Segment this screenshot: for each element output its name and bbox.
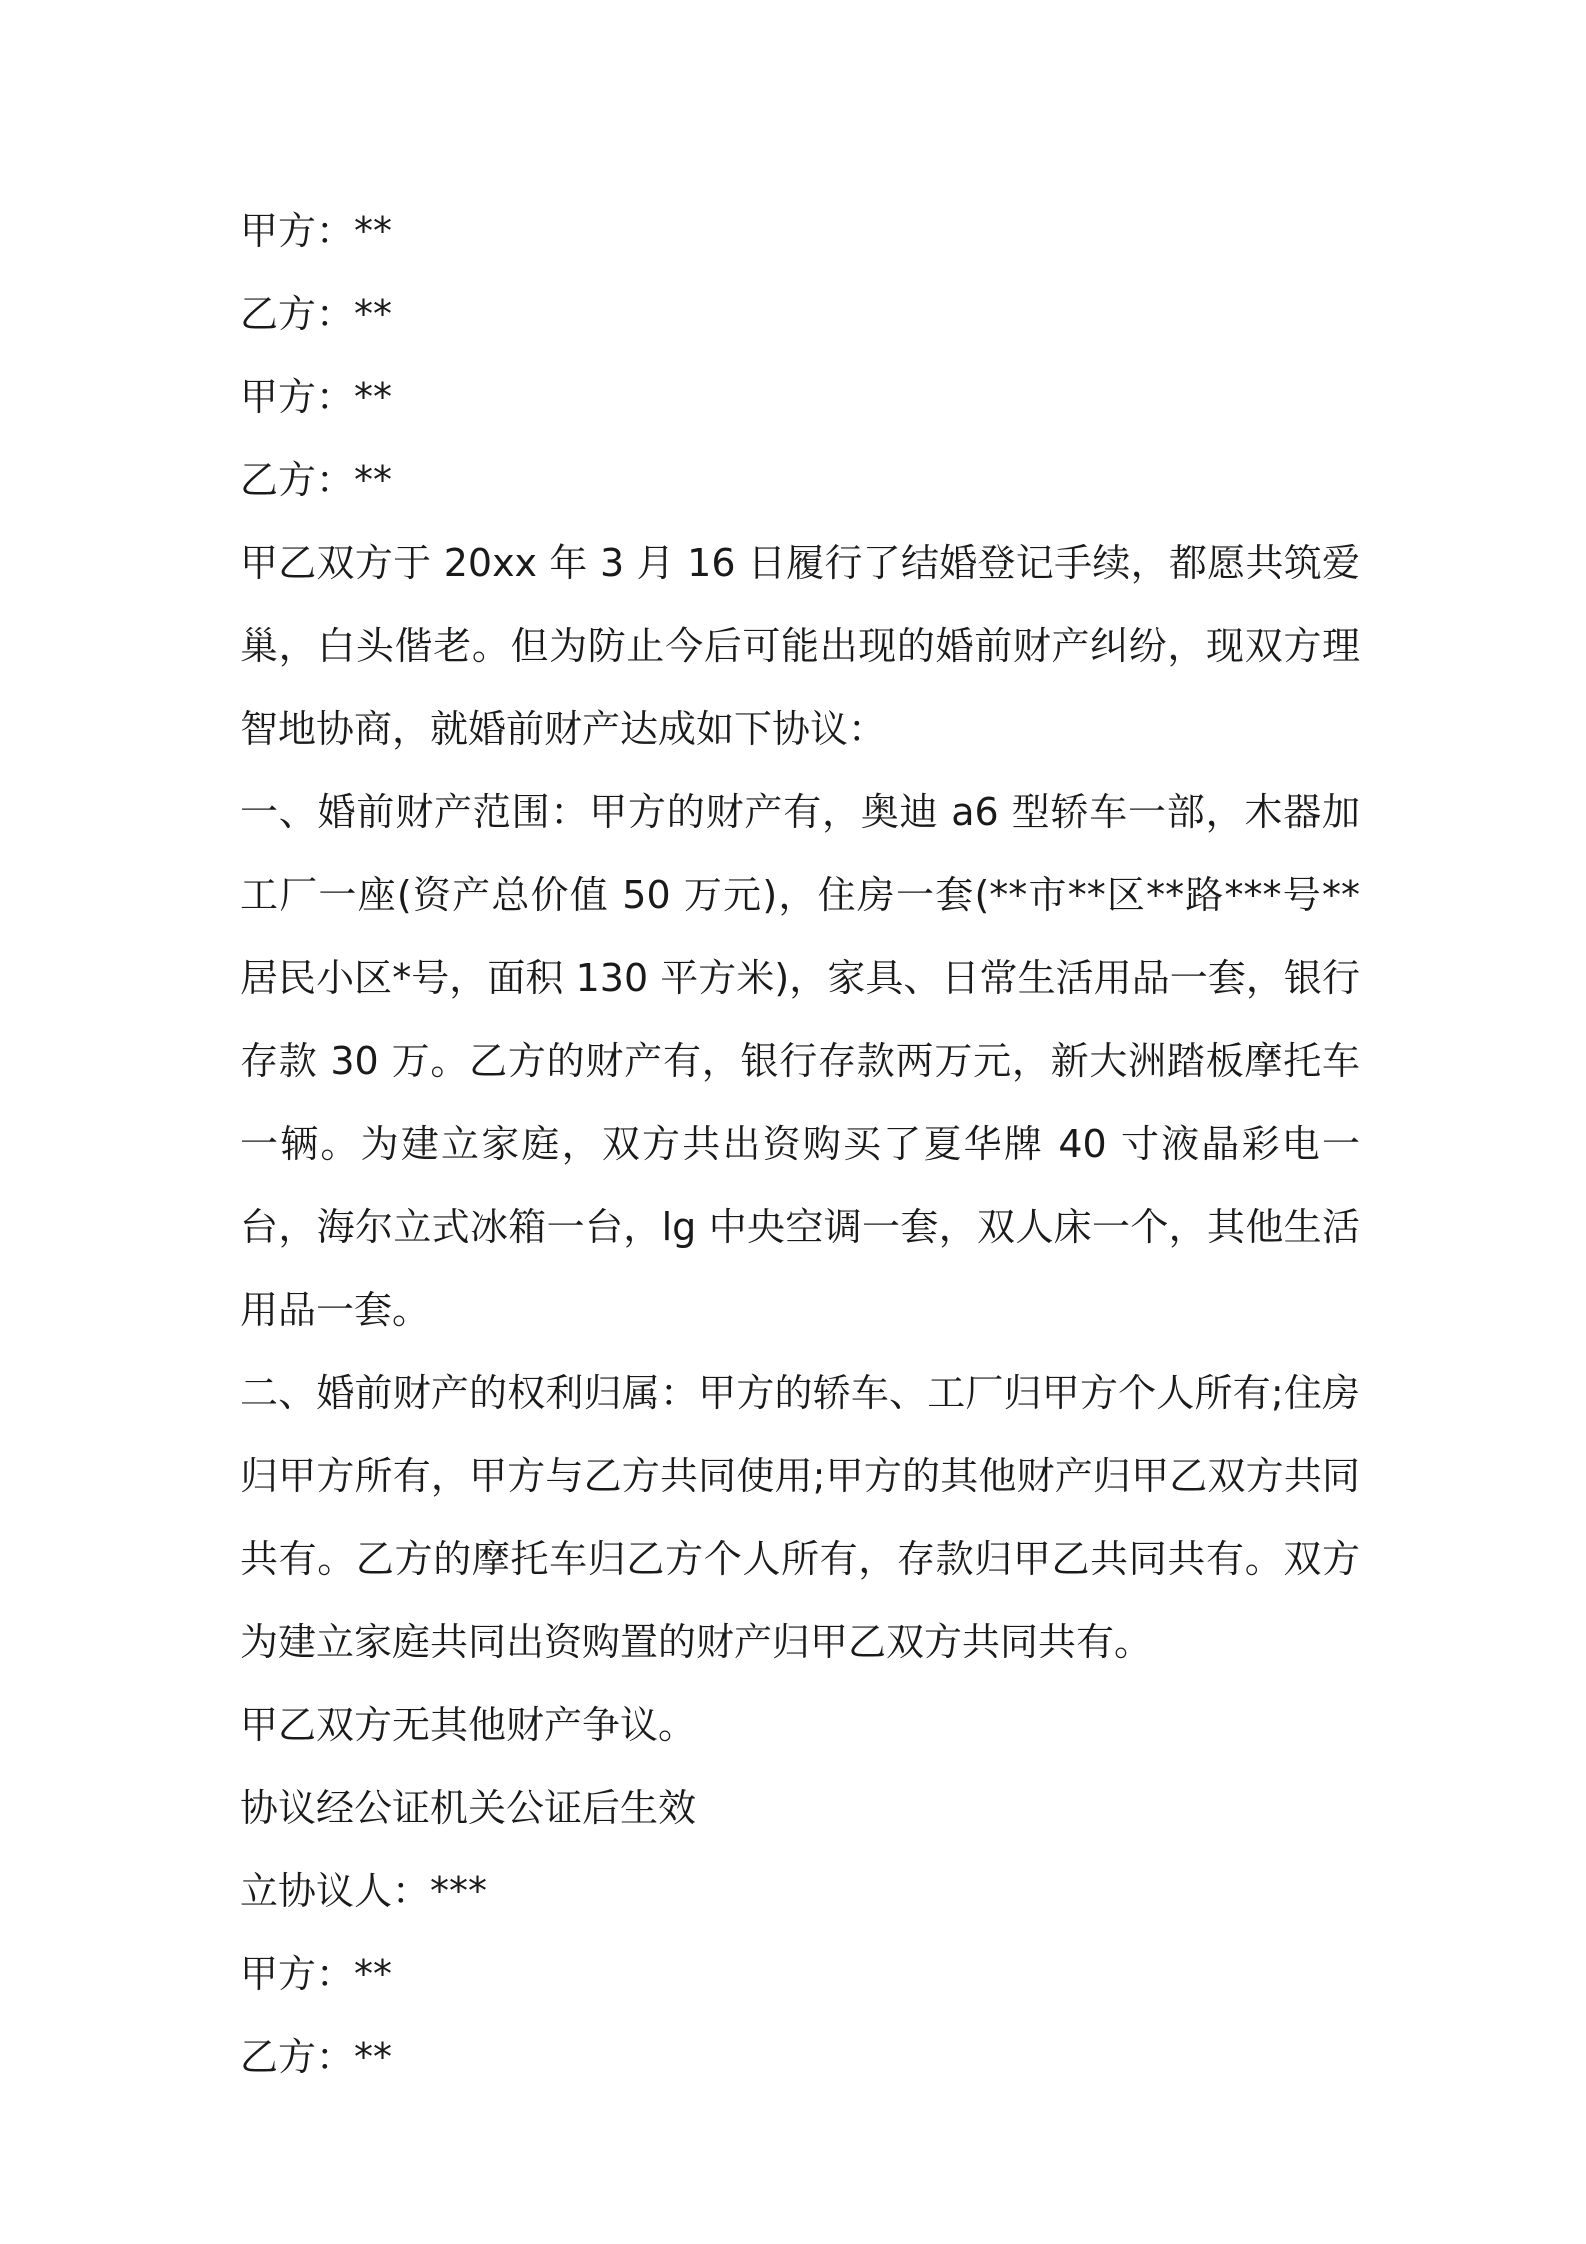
party-a-signature-line: 甲方：** <box>240 1952 393 1996</box>
notarization-line: 协议经公证机关公证后生效 <box>240 1786 697 1830</box>
clause-two-paragraph: 二、婚前财产的权利归属：甲方的轿车、工厂归甲方个人所有;住房归甲方所有，甲方与乙方共同使用;甲方的其他财产归甲乙双方共同共有。乙方的摩托车归乙方个人所有，存款归甲乙共同共有。双方为建立家庭共同出资购置的财产归甲乙双方共同共有。 <box>240 1371 1360 1664</box>
signatory-line: 立协议人：*** <box>240 1869 488 1913</box>
clause-one-paragraph: 一、婚前财产范围：甲方的财产有，奥迪 a6 型轿车一部，木器加工厂一座(资产总价值 50 万元)，住房一套(**市**区**路***号**居民小区*号，面积 130 平方米)，家具、日常生活用品一套，银行存款 30 万。乙方的财产有，银行存款两万元，新大洲踏板摩托车一辆。为建立家庭，双方共出资购买了夏华牌 40 寸液晶彩电一台，海尔立式冰箱一台，lg 中央空调一套，双人床一个，其他生活用品一套。 <box>240 790 1360 1332</box>
no-dispute-line: 甲乙双方无其他财产争议。 <box>240 1703 697 1747</box>
intro-paragraph: 甲乙双方于 20xx 年 3 月 16 日履行了结婚登记手续，都愿共筑爱巢，白头偕老。但为防止今后可能出现的婚前财产纠纷，现双方理智地协商，就婚前财产达成如下协议： <box>240 541 1360 751</box>
party-b-line: 乙方：** <box>240 458 393 502</box>
document-page <box>240 190 1360 2099</box>
party-a-line: 甲方：** <box>240 209 393 253</box>
party-b-signature-line: 乙方：** <box>240 2035 393 2079</box>
party-a-line: 甲方：** <box>240 375 393 419</box>
party-b-line: 乙方：** <box>240 292 393 336</box>
